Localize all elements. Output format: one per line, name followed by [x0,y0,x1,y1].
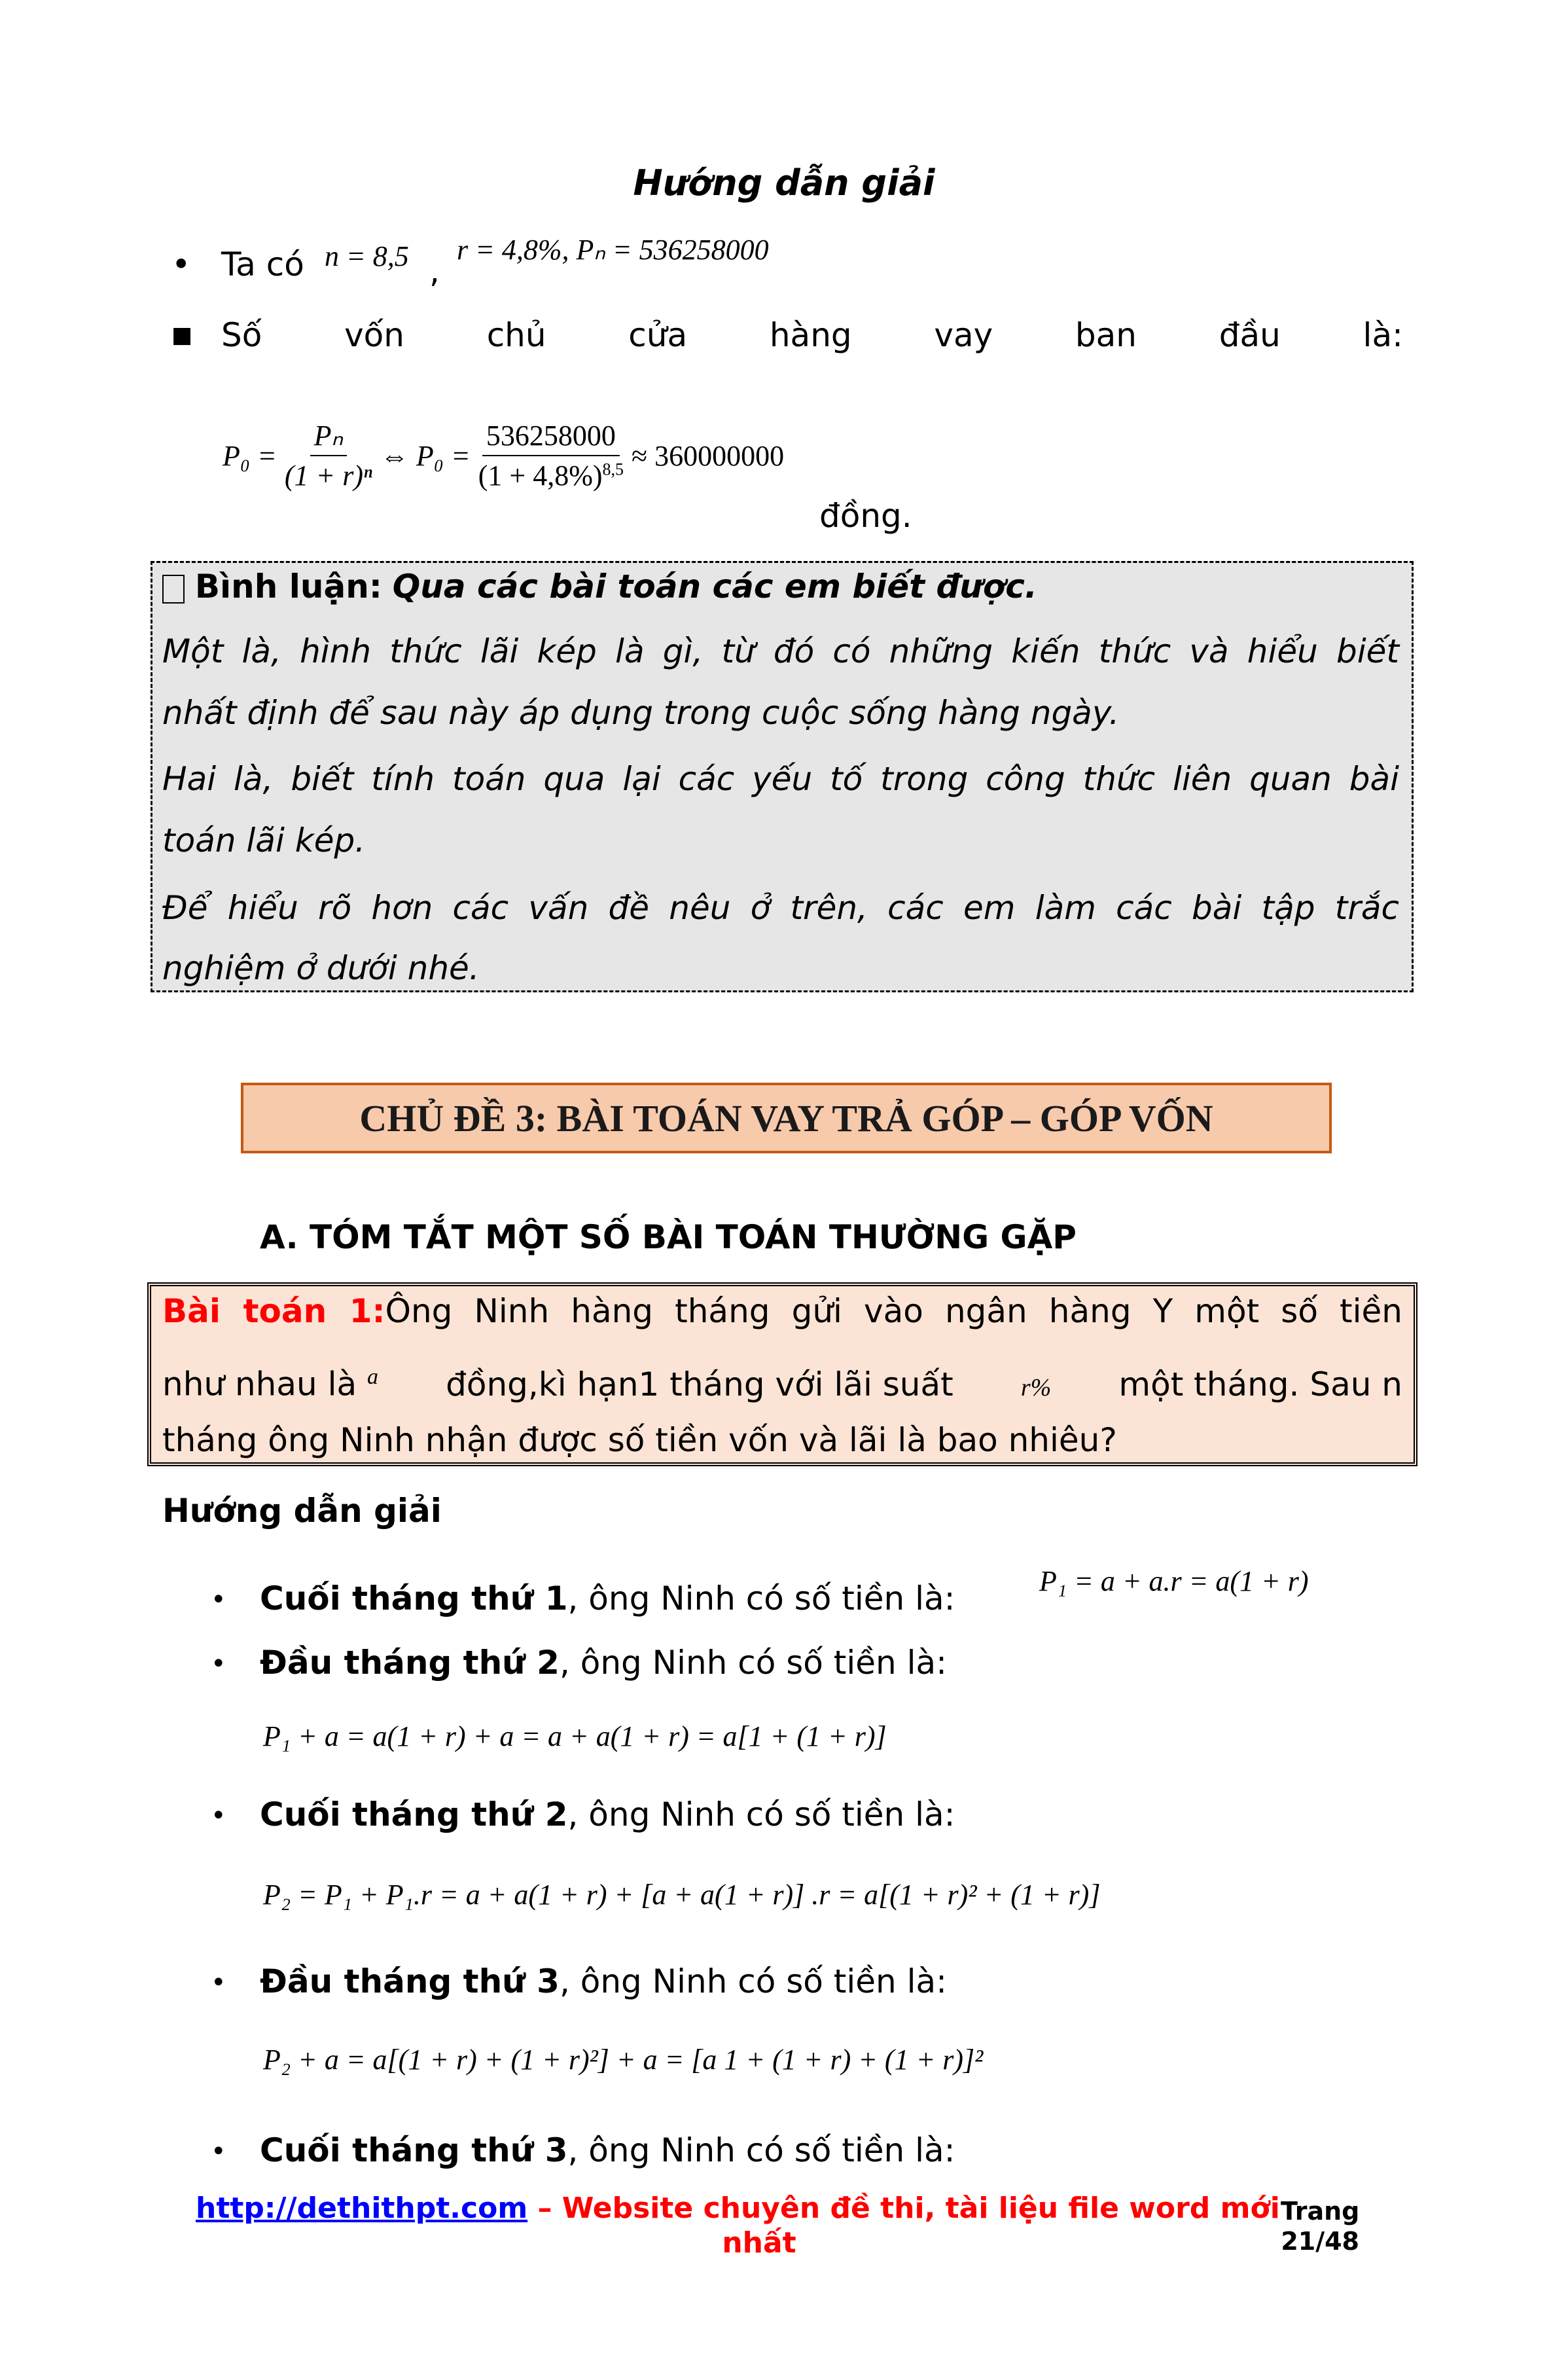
numerator: 536258000 [482,419,620,456]
page-number [1281,2196,1359,2256]
comment-line: Hai là, biết tính toán qua lại các yếu tố trong công thức liên quan bài [162,760,1399,798]
page-label: Trang [1281,2197,1360,2226]
word: là: [1363,316,1403,354]
solution-title: Hướng dẫn giải [162,1492,442,1530]
page-num: 21/48 [1281,2227,1359,2256]
footer-line [196,2191,1280,2226]
footer-dash: – [527,2192,562,2225]
word: ban [1075,316,1137,354]
step-text [260,1795,955,1834]
bullet-icon: • [211,2137,226,2167]
formula-result: ≈ 360000000 [632,439,785,472]
footer-tagline-2: nhất [722,2226,796,2260]
step-text [260,1643,947,1682]
footer-tagline: Website chuyên đề thi, tài liệu file word mới [561,2192,1280,2225]
comment-line: nhất định để sau này áp dụng trong cuộc sống hàng ngày. [162,694,1120,732]
step-bold: Đầu tháng thứ 3 [260,1962,560,2000]
problem-line: tháng ông Ninh nhận được số tiền vốn và lãi là bao nhiêu? [162,1421,1117,1459]
denominator: (1 + 4,8%) [478,460,603,492]
bullet-icon: • [211,1968,226,1998]
step-bold: Cuối tháng thứ 2 [260,1796,568,1833]
comment-line: Để hiểu rõ hơn các vấn đề nêu ở trên, các em làm các bài tập trắc [162,889,1399,927]
fraction [474,419,628,492]
bullet-icon: • [171,245,191,283]
numerator: Pₙ [310,419,347,456]
var-r: r% [1020,1373,1052,1401]
step-text [260,1579,955,1618]
bullet-icon: • [211,1801,226,1831]
problem-text: Ông Ninh hàng tháng gửi vào ngân hàng Y một số tiền [385,1292,1402,1330]
word: cửa [628,316,688,354]
given-values: r = 4,8%, Pₙ = 536258000 [457,234,769,266]
word: vay [934,316,993,354]
problem-text: một tháng. Sau n [1118,1365,1402,1403]
word: Số [221,316,262,354]
given-sep: , [429,252,440,290]
comment-heading [162,567,1399,606]
given-n: n = 8,5 [325,240,409,272]
problem-line [162,1291,1402,1331]
formula-equiv: ⇔ P₀ = [380,439,471,472]
comment-icon [162,575,185,604]
comment-line: nghiệm ở dưới nhé. [162,949,480,987]
step-text [260,2131,955,2170]
step-bold: Cuối tháng thứ 1 [260,1580,568,1617]
bullet-icon: • [211,1585,226,1615]
p0-formula [223,419,784,492]
step-formula: P₂ = P₁ + P₁.r = a + a(1 + r) + [a + a(1 + r)] .r = a[(1 + r)² + (1 + r)] [263,1879,1101,1911]
word: chủ [486,316,546,354]
step-formula: P₁ + a = a(1 + r) + a = a + a(1 + r) = a[1 + (1 + r)] [263,1720,887,1752]
question-line [221,316,1403,355]
topic-title: CHỦ ĐỀ 3: BÀI TOÁN VAY TRẢ GÓP – GÓP VỐN [241,1083,1332,1153]
problem-text: như nhau là [162,1365,357,1403]
step-rest: , ông Ninh có số tiền là: [567,1796,955,1833]
problem-label: Bài toán 1: [162,1292,385,1330]
fraction [281,419,376,492]
word: vốn [344,316,404,354]
solution-title: Hướng dẫn giải [633,162,935,204]
problem-line [162,1358,1402,1407]
exponent: 8,5 [602,460,624,479]
word: hàng [769,316,852,354]
step-bold: Cuối tháng thứ 3 [260,2131,568,2169]
comment-headline: Qua các bài toán các em biết được. [392,568,1037,605]
footer-link[interactable]: http://dethithpt.com [196,2192,528,2225]
word: đầu [1219,316,1281,354]
unit-text: đồng. [819,497,912,535]
section-heading: A. TÓM TẮT MỘT SỐ BÀI TOÁN THƯỜNG GẶP [260,1218,1077,1256]
square-bullet-icon: ■ [171,322,193,348]
formula-lhs: P₀ = [223,439,277,472]
problem-text: đồng,kì hạn1 tháng với lãi suất [446,1365,953,1403]
step-rest: , ông Ninh có số tiền là: [559,1962,947,2000]
bullet-icon: • [211,1649,226,1679]
comment-label: Bình luận: [194,568,382,605]
denominator: (1 + r)ⁿ [284,460,372,492]
var-a: a [367,1365,379,1389]
step-bold: Đầu tháng thứ 2 [260,1644,560,1682]
step-rest: , ông Ninh có số tiền là: [567,2131,955,2169]
step-rest: , ông Ninh có số tiền là: [567,1580,955,1617]
step-rest: , ông Ninh có số tiền là: [559,1644,947,1682]
step-text [260,1962,947,2001]
step-inline-formula: P₁ = a + a.r = a(1 + r) [1039,1565,1309,1597]
comment-line: toán lãi kép. [162,821,366,859]
comment-line: Một là, hình thức lãi kép là gì, từ đó có những kiến thức và hiểu biết [162,632,1399,670]
step-formula: P₂ + a = a[(1 + r) + (1 + r)²] + a = [a 1 + (1 + r) + (1 + r)]² [263,2044,984,2076]
given-label: Ta có [221,245,304,283]
